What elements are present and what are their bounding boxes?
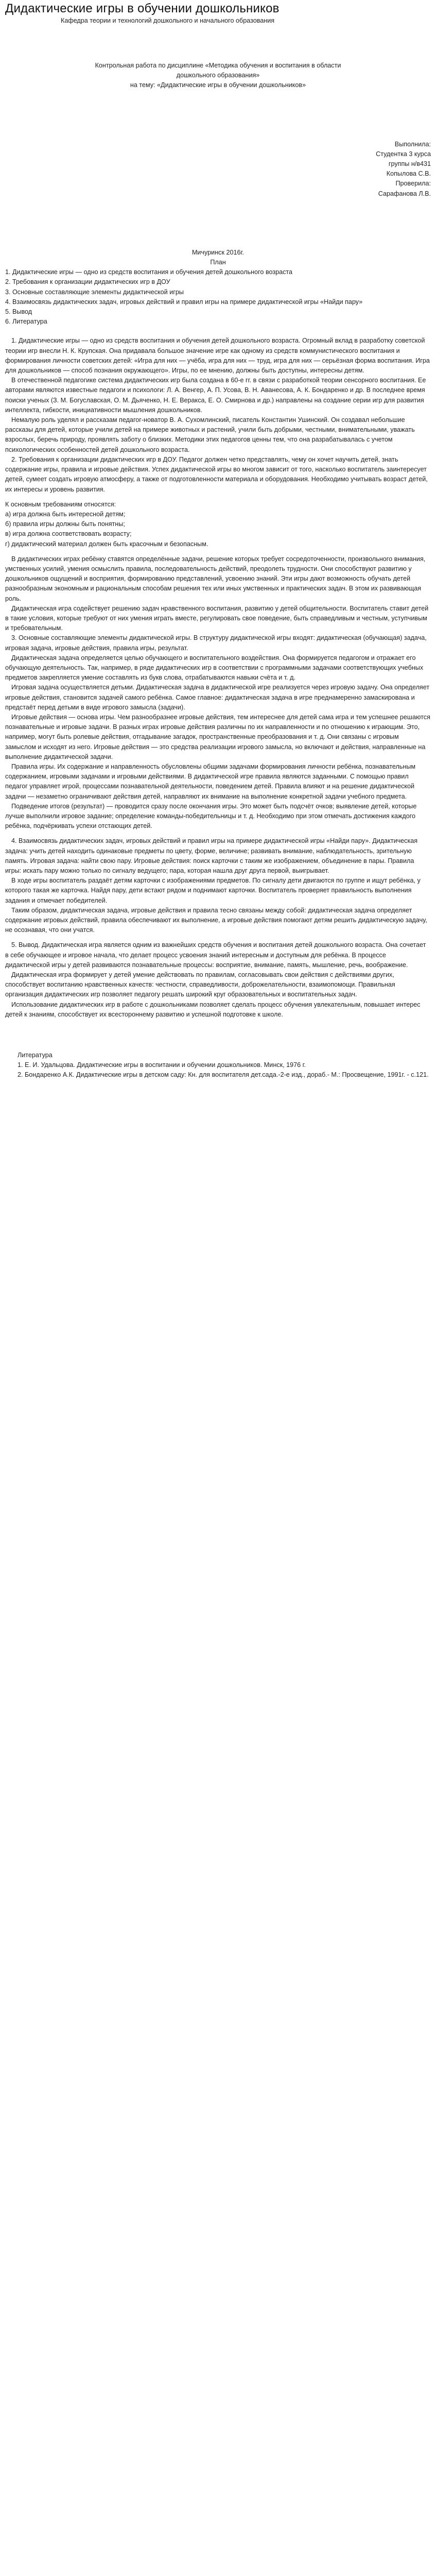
paragraph: В ходе игры воспитатель раздаёт детям карточки с изображениями предметов. По сигналу дети двигаются по группе и ищут ребёнка, у которого такая же карточка. Найдя пару, дети встают рядом и поднимают карточки. Воспитатель проверяет правильность выполнения задания и отмечает победителей.	[5, 877, 421, 904]
toc-item: 4. Взаимосвязь дидактических задач, игровых действий и правил игры на примере дидактической игры «Найди пару»	[5, 298, 363, 306]
signature-block	[5, 140, 431, 199]
list-item: в) игра должна соответствовать возрасту;	[5, 530, 132, 538]
paragraph: 4. Взаимосвязь дидактических задач, игровых действий и правил игры на примере дидактической игры «Найди пару». Дидактическая задача: учить детей находить одинаковые предметы по цвету, форме, величине; развивать внимание, наблюдательность, зрительную память. Игровая задача: найти свою пару. Игровые действия: поиск карточки с таким же изображением, объединение в пары. Правила игры: искать пару можно только по сигналу ведущего; пара, которая нашла друг друга первой, выигрывает.	[5, 837, 418, 875]
paragraph: Правила игры. Их содержание и направленность обусловлены общими задачами формирования личности ребёнка, познавательным содержанием, игровыми задачами и игровыми действиями. В дидактической игре правила являются заданными. С помощью правил педагог управляет игрой, процессами познавательной деятельности, поведением детей. Правила влияют и на решение дидактической задачи — незаметно ограничивают действия детей, направляют их внимание на выполнение конкретной задачи учебного предмета.	[5, 762, 416, 800]
signature-line: группы н/в431	[388, 160, 431, 168]
work-title-line-1: Контрольная работа по дисциплине «Методика обучения и воспитания в области	[95, 62, 341, 69]
work-title-line-2: дошкольного образования»	[176, 72, 260, 79]
paragraph: Таким образом, дидактическая задача, игровые действия и правила тесно связаны между собой: дидактическая задача определяет содержание игровых действий, правила обеспечивают их выполнение, а игровые действия помогают детям решить дидактическую задачу, не осознавая, что они учатся.	[5, 906, 427, 934]
page-header	[5, 1, 431, 25]
paragraph: Дидактическая задача определяется целью обучающего и воспитательного воздействия. Она формируется педагогом и отражает его обучающую деятельность. Так, например, в ряде дидактических игр в соответствии с программными задачами соответствующих учебных предметов закрепляется умение составлять из букв слова, отрабатываются навыки счёта и т. д.	[5, 654, 424, 682]
paragraph: Игровые действия — основа игры. Чем разнообразнее игровые действия, тем интереснее для детей сама игра и тем успешнее решаются познавательные и игровые задачи. В разных играх игровые действия различны по их направленности и по отношению к играющим. Это, например, могут быть ролевые действия, отгадывание загадок, пространственные преобразования и т. д. Они связаны с игровым замыслом и исходят из него. Игровые действия — это средства реализации игрового замысла, но включают и действия, направленные на выполнение дидактической задачи.	[5, 713, 430, 760]
paragraph: Игровая задача осуществляется детьми. Дидактическая задача в дидактической игре реализуется через игровую задачу. Она определяет игровые действия, становится задачей самого ребёнка. Самое главное: дидактическая задача в игре преднамеренно замаскирована и предстаёт перед детьми в виде игрового замысла (задачи).	[5, 684, 430, 711]
paragraph: В дидактических играх ребёнку ставятся определённые задачи, решение которых требует сосредоточенности, произвольного внимания, умственных усилий, умения осмыслить правила, последовательность действий, преодолеть трудности. Они способствуют развитию у дошкольников ощущений и восприятия, формированию представлений, усвоению знаний. Эти игры дают возможность обучать детей разнообразным экономным и рациональным способам решения тех или иных умственных и практических задач. В этом их развивающая роль.	[5, 555, 426, 602]
literature-list	[5, 1060, 431, 1080]
paragraph: 3. Основные составляющие элементы дидактической игры. В структуру дидактической игры входят: дидактическая (обучающая) задача, игровая задача, игровые действия, правила игры, результат.	[5, 634, 427, 652]
toc-item: 5. Вывод	[5, 308, 32, 316]
list-item: б) правила игры должны быть понятны;	[5, 520, 125, 528]
literature-item: 2. Бондаренко А.К. Дидактические игры в детском саду: Кн. для воспитателя дет.сада.-2-е изд., дораб.- М.: Просвещение, 1991г. - с.121.	[18, 1071, 429, 1079]
paragraph: Использование дидактических игр в работе с дошкольниками позволяет сделать процесс обучения увлекательным, повышает интерес детей к знаниям, способствует их всестороннему развитию и успешной подготовке к школе.	[5, 1001, 421, 1018]
paragraph: Подведение итогов (результат) — проводится сразу после окончания игры. Это может быть подсчёт очков; выявление детей, которые лучше выполнили игровое задание; определение команды-победительницы и т. д. Необходимо при этом отмечать достижения каждого ребёнка, подчёркивать успехи отстающих детей.	[5, 802, 417, 830]
work-title-line-3: на тему: «Дидактические игры в обучении дошкольников»	[130, 81, 306, 89]
toc-item: 2. Требования к организации дидактических игр в ДОУ	[5, 278, 170, 286]
signature-line: Сарафанова Л.В.	[378, 190, 431, 197]
list-item: г) дидактический материал должен быть красочным и безопасным.	[5, 540, 208, 548]
paragraph: 1. Дидактические игры — одно из средств воспитания и обучения детей дошкольного возраста. Огромный вклад в разработку советской теории игр внесли Н. К. Крупская. Она придавала большое значение игре как одному из средств коммунистического воспитания и формирования личности советских детей: «Игра для них — учёба, игра для них — труд, игра для них — серьёзная форма воспитания. Игра для дошкольников — способ познания окружающего». Игры, по ее мнению, должны быть доступны, интересны детям.	[5, 337, 430, 375]
paragraph: Дидактическая игра формирует у детей умение действовать по правилам, согласовывать свои действия с действиями других, способствует воспитанию нравственных качеств: честности, справедливости, доброжелательности, взаимопомощи. Правильная организация дидактических игр позволяет педагогу решать широкий круг образовательных и воспитательных задач.	[5, 971, 395, 998]
literature-item: 1. Е. И. Удальцова. Дидактические игры в воспитании и обучении дошкольников. Минск, 1976 г.	[18, 1061, 306, 1069]
page-title: Дидактические игры в обучении дошкольников	[5, 2, 280, 15]
paragraph: Немалую роль уделял и рассказам педагог-новатор В. А. Сухомлинский, писатель Константин Ушинский. Он создавал небольшие рассказы для детей, которые учили детей на примере животных и растений, учили быть добрыми, честными, внимательными, уважать взрослых, беречь природу, проявлять заботу о близких. Методики этих педагогов ценны тем, что она разрабатывалась с учетом психологических особенностей детей дошкольного возраста.	[5, 416, 415, 453]
city-year: Мичуринск 2016г.	[191, 248, 245, 256]
signature-line: Выполнила:	[394, 140, 431, 148]
paragraph: В отечественной педагогике система дидактических игр была создана в 60-е гг. в связи с разработкой теории сенсорного воспитания. Ее авторами являются известные педагоги и психологи: Л. А. Венгер, А. П. Усова, В. Н. Аванесова, А. К. Бондаренко и др. В последнее время поиски ученых (З. М. Богуславская, О. М. Дьяченко, Н. Е. Веракса, Е. О. Смирнова и др.) направлены на создание серии игр для развития интеллекта, гибкости, инициативности мышления дошкольников.	[5, 377, 426, 414]
toc-item: 1. Дидактические игры — одно из средств воспитания и обучения детей дошкольного возраста	[5, 268, 293, 276]
requirements-list	[5, 510, 431, 549]
paragraph: Дидактическая игра содействует решению задач нравственного воспитания, развитию у детей общительности. Воспитатель ставит детей в такие условия, которые требуют от них умения играть вместе, регулировать свое поведение, быть справедливым и честным, уступчивым и требовательным.	[5, 604, 429, 632]
signature-line: Копылова С.В.	[386, 170, 431, 178]
page-subtitle: Кафедра теории и технологий дошкольного и начального образования	[61, 17, 275, 24]
list-intro: К основным требованиям относятся:	[5, 500, 116, 508]
signature-line: Студентка 3 курса	[376, 150, 431, 158]
document-body	[5, 40, 431, 1080]
table-of-contents	[5, 267, 431, 327]
list-item: а) игра должна быть интересной детям;	[5, 510, 126, 518]
paragraph: 2. Требования к организации дидактических игр в ДОУ. Педагог должен четко представлять, чему он хочет научить детей, знать содержание игры, правила и игровые действия. Успех дидактической игры во многом зависит от того, насколько воспитатель заинтересует детей, сумеет создать игровую атмосферу, а также от подготовленности материала и оборудования. Необходимо учитывать возраст детей, их интересы и уровень развития.	[5, 455, 428, 493]
signature-line: Проверила:	[395, 180, 431, 188]
plan-title: План	[210, 259, 226, 266]
toc-item: 3. Основные составляющие элементы дидактической игры	[5, 288, 184, 296]
literature-title: Литература	[18, 1052, 53, 1059]
paragraph: 5. Вывод. Дидактическая игра является одним из важнейших средств обучения и воспитания детей дошкольного возраста. Она сочетает в себе обучающее и игровое начала, что делает процесс усвоения знаний интересным и доступным для ребёнка. В процессе дидактической игры у детей развиваются познавательные процессы: восприятие, внимание, память, мышление, речь, воображение.	[5, 941, 426, 969]
toc-item: 6. Литература	[5, 318, 47, 326]
